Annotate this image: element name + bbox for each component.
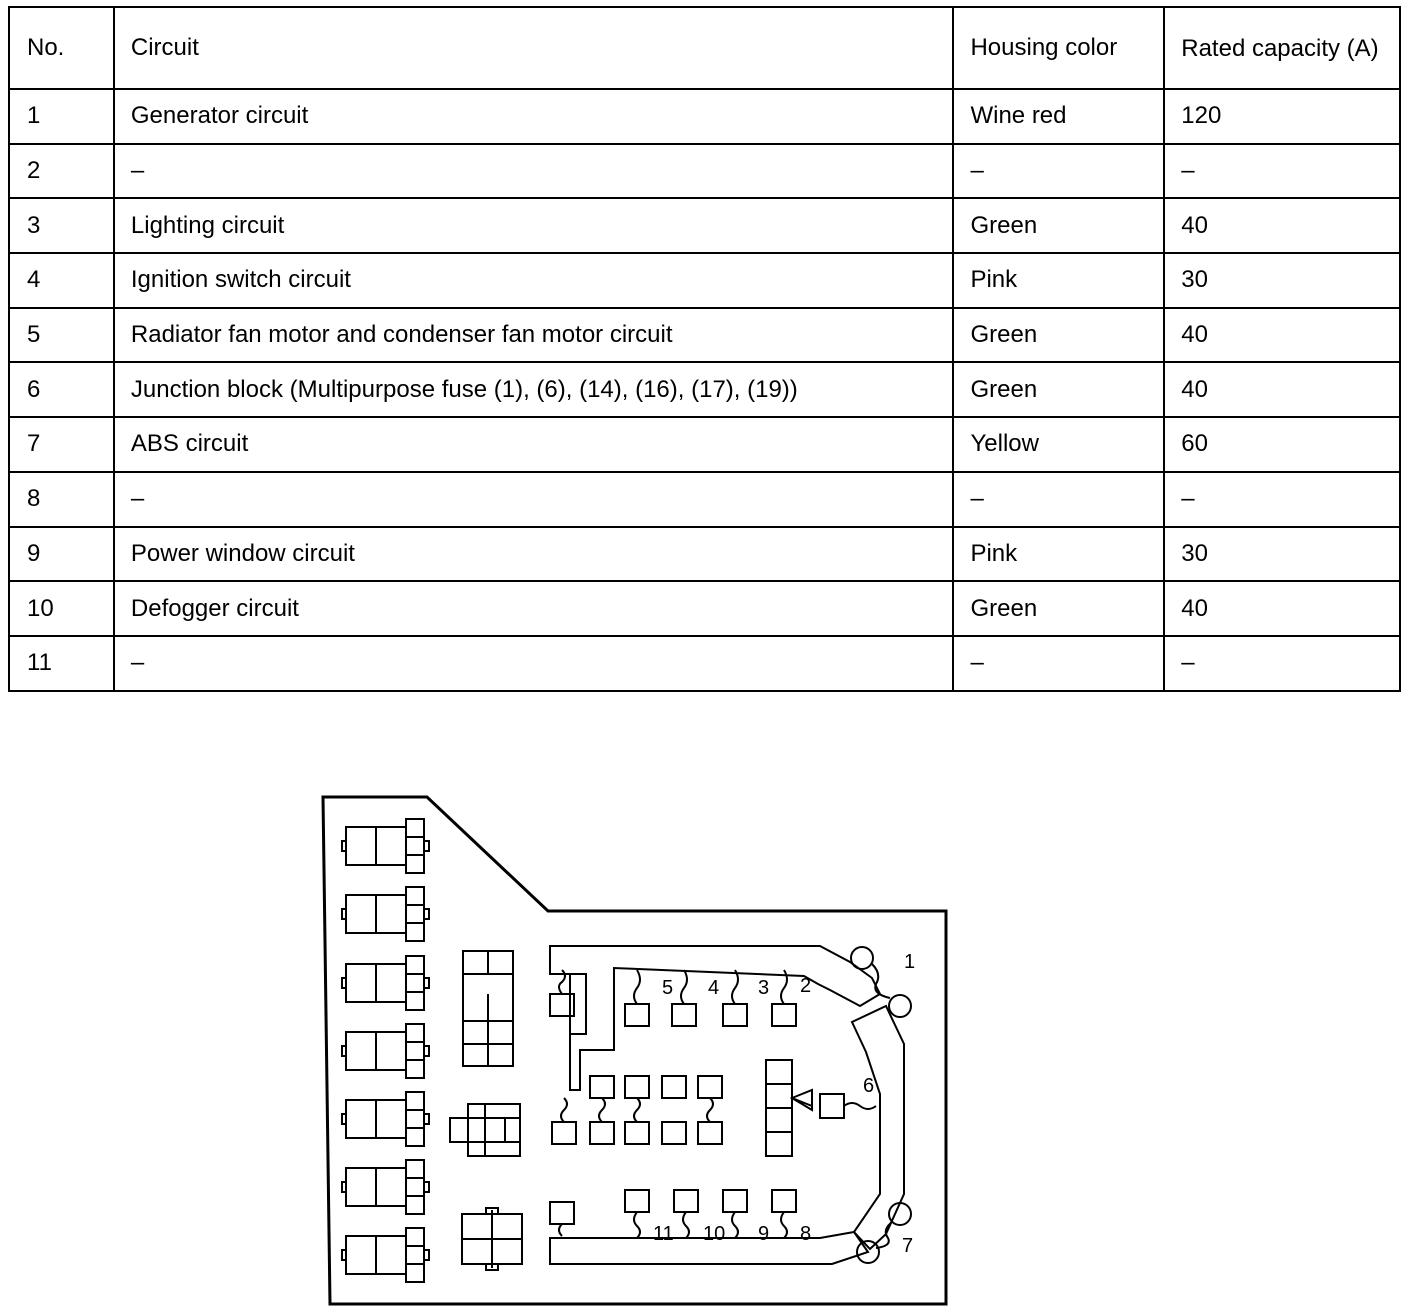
fusible-link-1a bbox=[851, 947, 873, 969]
cell-housing-color: Green bbox=[953, 198, 1164, 253]
relay-column-middle bbox=[450, 951, 522, 1270]
cell-no: 1 bbox=[9, 89, 114, 144]
header-rated-capacity: Rated capacity (A) bbox=[1164, 7, 1400, 89]
cell-rated-capacity: 40 bbox=[1164, 308, 1400, 363]
table-row bbox=[9, 89, 1400, 144]
cell-rated-capacity: – bbox=[1164, 636, 1400, 691]
busbar bbox=[550, 946, 904, 1264]
fusible-links bbox=[550, 947, 914, 1263]
cell-rated-capacity: 30 bbox=[1164, 253, 1400, 308]
cell-rated-capacity: – bbox=[1164, 144, 1400, 199]
cell-housing-color: – bbox=[953, 636, 1164, 691]
fusible-link-2 bbox=[772, 1004, 796, 1026]
header-housing-color: Housing color bbox=[953, 7, 1164, 89]
cell-rated-capacity: 120 bbox=[1164, 89, 1400, 144]
label-2: 2 bbox=[800, 975, 812, 997]
cell-housing-color: Green bbox=[953, 581, 1164, 636]
cell-no: 5 bbox=[9, 308, 114, 363]
cell-circuit: Defogger circuit bbox=[114, 581, 954, 636]
fusible-link-9 bbox=[723, 1190, 747, 1212]
fusible-link-3 bbox=[723, 1004, 747, 1026]
label-5: 5 bbox=[662, 977, 674, 999]
cell-circuit: – bbox=[114, 636, 954, 691]
cell-circuit: Generator circuit bbox=[114, 89, 954, 144]
cell-housing-color: Green bbox=[953, 308, 1164, 363]
cell-no: 4 bbox=[9, 253, 114, 308]
cell-no: 11 bbox=[9, 636, 114, 691]
cell-circuit: Junction block (Multipurpose fuse (1), (6), (14), (16), (17), (19)) bbox=[114, 362, 954, 417]
label-6: 6 bbox=[863, 1075, 875, 1097]
cell-circuit: Lighting circuit bbox=[114, 198, 954, 253]
label-3: 3 bbox=[758, 977, 770, 999]
fusible-link-block-diagram bbox=[320, 794, 952, 1312]
cell-housing-color: Green bbox=[953, 362, 1164, 417]
table-row bbox=[9, 581, 1400, 636]
cell-rated-capacity: 60 bbox=[1164, 417, 1400, 472]
table-row bbox=[9, 253, 1400, 308]
table-row bbox=[9, 472, 1400, 527]
cell-circuit: – bbox=[114, 472, 954, 527]
label-9: 9 bbox=[758, 1223, 770, 1245]
fusible-link-7a bbox=[889, 1203, 911, 1225]
table-row bbox=[9, 636, 1400, 691]
cell-circuit: Power window circuit bbox=[114, 527, 954, 582]
table-row bbox=[9, 527, 1400, 582]
fuse-table bbox=[8, 6, 1401, 692]
cell-housing-color: Pink bbox=[953, 253, 1164, 308]
label-10: 10 bbox=[703, 1223, 726, 1245]
relay-column-left bbox=[342, 819, 429, 1282]
relay bbox=[342, 887, 429, 941]
fusible-link-11 bbox=[625, 1190, 649, 1212]
table-row bbox=[9, 144, 1400, 199]
cell-rated-capacity: 40 bbox=[1164, 581, 1400, 636]
table-header-row bbox=[9, 7, 1400, 89]
relay bbox=[342, 956, 429, 1010]
relay bbox=[342, 1092, 429, 1146]
label-7: 7 bbox=[902, 1235, 914, 1257]
cell-no: 3 bbox=[9, 198, 114, 253]
cell-circuit: Ignition switch circuit bbox=[114, 253, 954, 308]
cell-rated-capacity: – bbox=[1164, 472, 1400, 527]
table-row bbox=[9, 417, 1400, 472]
relay bbox=[342, 819, 429, 873]
fusible-link-10 bbox=[674, 1190, 698, 1212]
cell-no: 6 bbox=[9, 362, 114, 417]
table-body bbox=[9, 89, 1400, 691]
fusible-link-6 bbox=[820, 1094, 844, 1118]
fusible-link-4 bbox=[672, 1004, 696, 1026]
fusible-link-5 bbox=[625, 1004, 649, 1026]
cell-no: 7 bbox=[9, 417, 114, 472]
header-no: No. bbox=[9, 7, 114, 89]
cell-no: 8 bbox=[9, 472, 114, 527]
cell-circuit: Radiator fan motor and condenser fan motor circuit bbox=[114, 308, 954, 363]
cell-circuit: ABS circuit bbox=[114, 417, 954, 472]
cell-housing-color: – bbox=[953, 144, 1164, 199]
relay bbox=[342, 1160, 429, 1214]
cell-circuit: – bbox=[114, 144, 954, 199]
cell-housing-color: Pink bbox=[953, 527, 1164, 582]
fusible-link-1b bbox=[889, 995, 911, 1017]
cell-housing-color: Wine red bbox=[953, 89, 1164, 144]
cell-no: 9 bbox=[9, 527, 114, 582]
cell-rated-capacity: 30 bbox=[1164, 527, 1400, 582]
fusible-link-8 bbox=[772, 1190, 796, 1212]
label-4: 4 bbox=[708, 977, 720, 999]
table-row bbox=[9, 362, 1400, 417]
table-row bbox=[9, 198, 1400, 253]
header-circuit: Circuit bbox=[114, 7, 954, 89]
cell-rated-capacity: 40 bbox=[1164, 198, 1400, 253]
label-1: 1 bbox=[904, 951, 916, 973]
cell-housing-color: Yellow bbox=[953, 417, 1164, 472]
cell-no: 10 bbox=[9, 581, 114, 636]
relay bbox=[342, 1024, 429, 1078]
label-8: 8 bbox=[800, 1223, 812, 1245]
relay bbox=[342, 1228, 429, 1282]
cell-rated-capacity: 40 bbox=[1164, 362, 1400, 417]
relay bbox=[468, 1104, 520, 1156]
label-11: 11 bbox=[653, 1223, 674, 1245]
table-row bbox=[9, 308, 1400, 363]
cell-housing-color: – bbox=[953, 472, 1164, 527]
cell-no: 2 bbox=[9, 144, 114, 199]
